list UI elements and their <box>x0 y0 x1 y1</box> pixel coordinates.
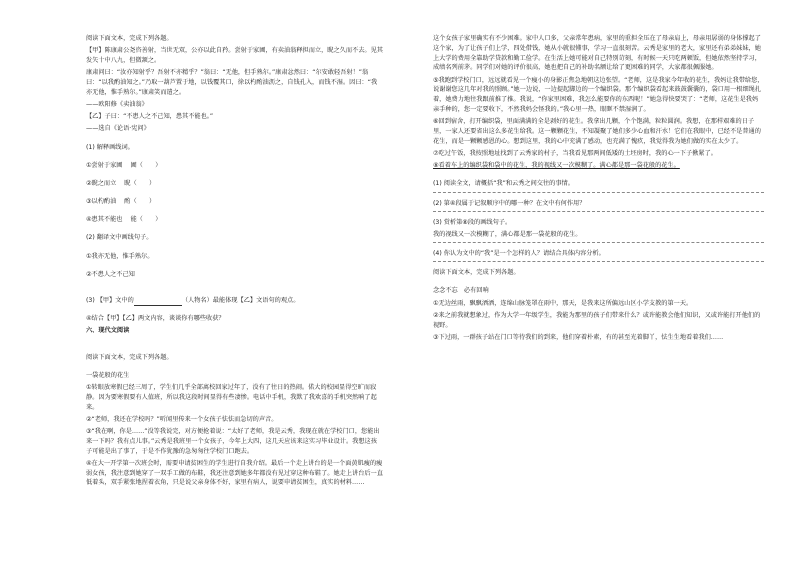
answer-line <box>433 192 764 193</box>
intro-text: 阅读下面文本，完成下列各题。 <box>433 269 520 277</box>
article-paragraph: ②来之前我就想象过，作为大学一年级学生，我能为那里的孩子们带来什么？或许能教会他们知识，又或许能打开他们的视野。 <box>433 311 761 329</box>
article-title: 念念不忘 必有回响 <box>433 287 489 295</box>
article-paragraph-underlined: ⑧看着车上的编织袋和袋中的花生，我的视线又一次模糊了。满心都是那一袋花般的花生。 <box>433 162 680 170</box>
question-item <box>86 161 383 171</box>
question-r4: (4) 你认为文中的“我”是一个怎样的人？请结合具体内容分析。 <box>433 250 605 258</box>
passage-kang: 康肃问曰：“汝亦知射乎？吾射不亦精乎？”翁曰：“无他，但手熟尔。”康肃忿然曰：“尔安敢轻吾射！”翁曰：“以我酌油知之。”乃取一葫芦置于地，以钱覆其口，徐以杓酌油沥之，自钱孔入，而钱不湿。因曰：“我亦无他，惟手熟尔。”康肃笑而遣之。 <box>86 69 378 96</box>
question-r3: (3) 赏析第⑧段的画线句子。 <box>433 218 512 226</box>
question-item <box>86 197 383 207</box>
article-paragraph: ⑤我跑到学校门口，远远就看见一个瘦小的身影正焦急地朝这边张望。“老师，这是我家今年收的花生，我妈让我带给您，说谢谢您这几年对我的照顾。”她一边说，一边提起脚边的一个编织袋。那个编织袋看起来鼓鼓囊囊的，袋口用一根细绳扎着，她费力地往我跟前推了推。我说，“你家里困难，我怎么能要你的东西呢！”她急得快要哭了：“老师，这花生是我妈亲手种的，您一定要收下，不然我妈会怪我的。”我心里一热，眼眶不禁湿润了。 <box>433 76 764 113</box>
article-paragraph: ⑦吃过午饭，我按照地址找到了云秀家的村子，当我看见那两间低矮的土坯房时，我的心一下子揪紧了。 <box>433 149 717 157</box>
question-1: (1) 解释画线词。 <box>86 143 134 151</box>
item-answer: 能（ ） <box>130 216 162 224</box>
intro-text: 阅读下面文本，完成下列各题。 <box>86 353 173 361</box>
source-line: ——选自《论语·宪问》 <box>86 125 150 133</box>
question-r3-quote: 我的视线又一次模糊了，满心都是那一袋花般的花生。 <box>433 230 582 238</box>
source-line: ——欧阳修《卖油翁》 <box>86 100 148 108</box>
item-label: ②睨之而立 <box>86 179 117 187</box>
item-label: ③以杓酌油 <box>86 198 117 206</box>
item-answer: 酌（ ） <box>124 198 156 206</box>
answer-line <box>433 261 764 262</box>
question-3-prefix: (3) 【甲】文中的 <box>86 297 134 305</box>
article-paragraph: ⑥回到宿舍，打开编织袋，里面满满的全是剥好的花生。我拿出几颗，个个饱满，粒粒圆润。我想，在那样艰难的日子里，一家人还要省出这么多花生给我。这一颗颗花生，不知凝聚了她们多少心血和汗水！它们在我眼中，已经不是普通的花生，而是一颗颗感恩的心。想到这里，我的心中充满了感动，也充满了愧疚，我觉得我为她们做的实在太少了。 <box>433 118 761 145</box>
article-paragraph: ③“我在啊，你是……”没等我说完，对方便抢着说：“太好了老师，我是云秀，我现在就在学校门口，您能出来一下吗？我有点儿事。”云秀是我班里一个女孩子，今年上大四，这几天应该来这实习毕业设计。我想这孩子可能是出了事了，于是不作犹豫的急匆匆往学校门口跑去。 <box>86 427 380 455</box>
passage-jia: 【甲】陈康肃公尧咨善射，当世无双，公亦以此自矜。尝射于家圃，有卖油翁释担而立，睨之久而不去。见其发矢十中八九，但微颔之。 <box>86 47 383 64</box>
article-paragraph: ①无边丝雨，飘飘洒洒，连绵山脉笼罩在雨中，那天，是我来这所偏远山区小学支教的第一天。 <box>433 299 693 307</box>
answer-blank[interactable] <box>134 299 182 306</box>
answer-line <box>433 242 764 243</box>
question-item <box>86 215 383 225</box>
question-3 <box>86 296 383 306</box>
item-label: ①尝射于家圃 <box>86 161 123 169</box>
intro-text: 阅读下面文本，完成下列各题。 <box>86 35 173 42</box>
article-paragraph: 这个女孩子家里确实有不少困难。家中人口多，父亲常年患病，家里的重担全压在了母亲肩上，母亲用孱弱的身体撑起了这个家，为了让孩子们上学，四处借钱，她从小就很懂事，学习一直很刻苦。云秀是家里的老大，家里还有弟弟妹妹，她上大学的费用全靠助学贷款和勤工俭学。在生活上她可能对自己特别苛刻，有时候一天只吃两顿饭，但她依然坚持学习，成绩名列前茅。同学们对她的评价很高，她也把自己的补助名额让给了更困难的同学，大家都很佩服她。 <box>433 35 761 72</box>
question-4: ④结合【甲】【乙】两文内容，谈谈你有哪些收获？ <box>86 315 225 323</box>
question-r2: (2) 第④段属于记叙顺序中的哪一种？在文中有何作用？ <box>433 199 586 207</box>
question-3-suffix: （人物名）最能体现【乙】文语句的观点。 <box>181 297 300 305</box>
article-paragraph: ③下过雨，一群孩子站在门口等待我们的到来，他们穿着朴素，有的甚至光着脚丫，怯生生地看着我们…… <box>433 333 724 341</box>
item-answer: 圃（ ） <box>130 161 162 169</box>
right-page <box>397 0 794 562</box>
article-paragraph: ④在大一开学第一次班会时，需要申请贫困生的学生进行自我介绍。最后一个走上讲台的是一个面黄肌瘦的瘦弱女孩，我注意到她穿了一双手工做的布鞋，我还注意到她多年都没有见过穿这种布鞋了。她走上讲台后一直低着头，双手紧张地捏着衣角，只是说父亲身体不好，家里有病人，说要申请贫困生，真实的材料…… <box>86 459 383 487</box>
question-1-items <box>86 161 383 225</box>
section-heading: 六、现代文阅读 <box>86 327 130 335</box>
article-title: 一袋花般的花生 <box>86 371 130 379</box>
item-label: ④患其不能也 <box>86 216 123 224</box>
article-paragraph: ②“老师，我还在学校吗？”听闻里传来一个女孩子怯怯而急切的声音。 <box>86 415 278 423</box>
question-r1: (1) 阅读全文，请概括“我”和云秀之间交往的事情。 <box>433 180 574 188</box>
item-answer: 睨（ ） <box>124 179 156 187</box>
article-paragraph: ①转眼放寒假已经三周了，学生们几乎全部离校回家过年了，没有了往日的热闹。偌大的校园显得空旷而寂静。因为要寒假要有人值班，所以我这段时间显得有些凄惨。电话中手机，我默了我欢喜的手机突然响了起来。 <box>86 383 377 411</box>
question-2: (2) 翻译文中画线句子。 <box>86 234 153 242</box>
answer-line <box>433 211 764 212</box>
question-2-item: ①我亦无他，惟手熟尔。 <box>86 252 154 260</box>
passage-yi: 【乙】子曰：“不患人之不己知，患其不能也。” <box>86 113 214 121</box>
question-2-item: ②不患人之不己知 <box>86 270 135 278</box>
question-item <box>86 179 383 189</box>
